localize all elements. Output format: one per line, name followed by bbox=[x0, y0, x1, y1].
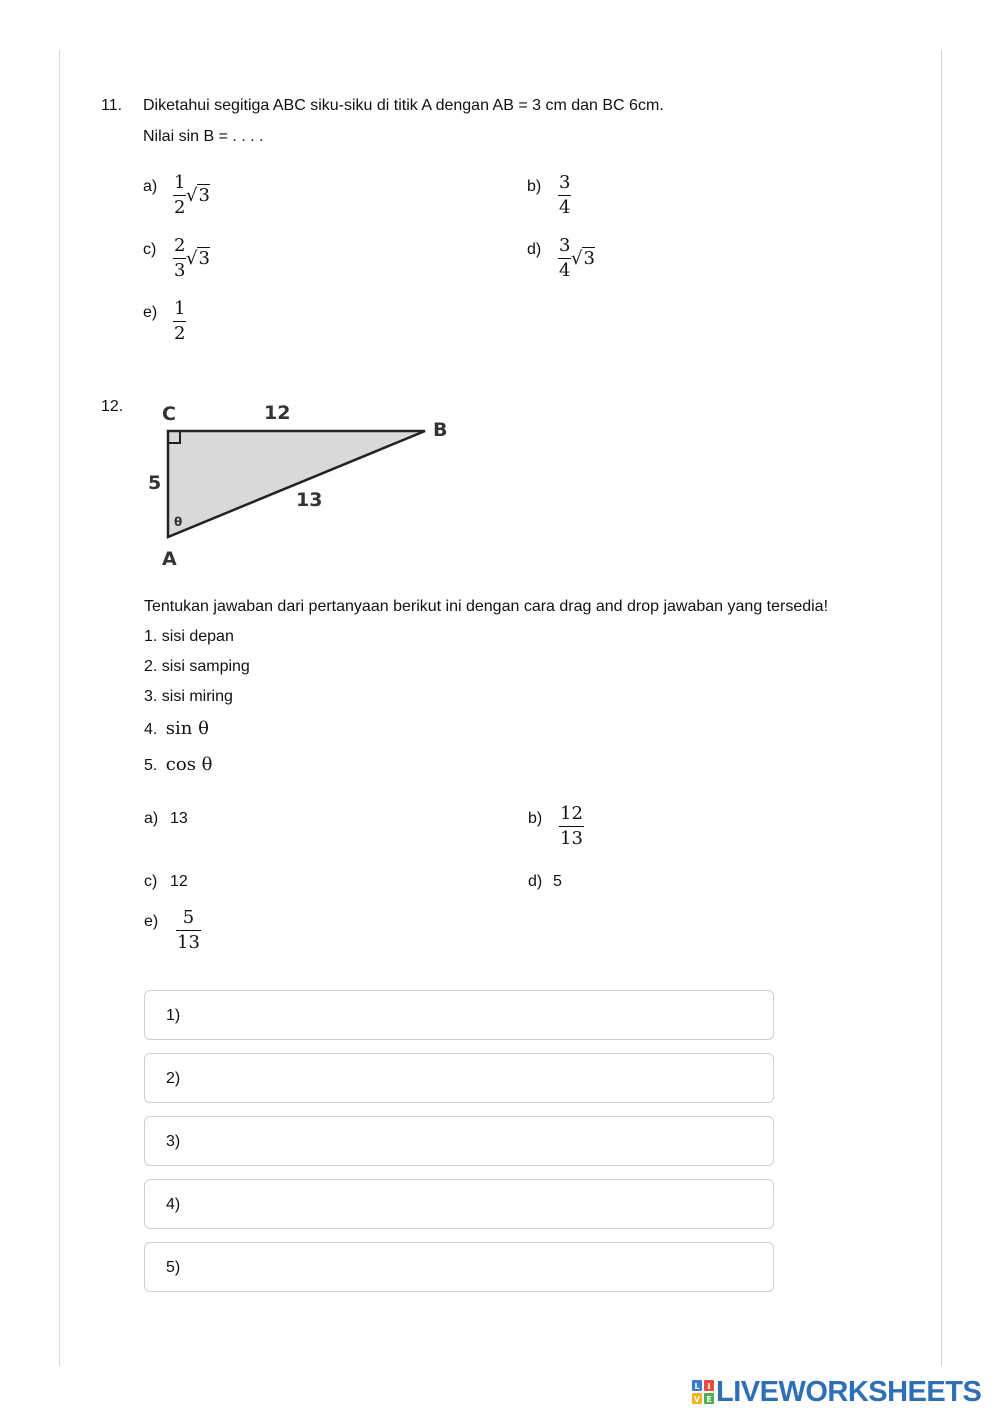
list-item bbox=[144, 754, 213, 775]
option-value: 13 bbox=[170, 810, 188, 827]
numerator: 2 bbox=[174, 235, 186, 256]
option-label: a) bbox=[143, 178, 158, 195]
denominator: 2 bbox=[174, 197, 186, 218]
square-root: √3 bbox=[186, 248, 210, 269]
option-label: c) bbox=[143, 241, 157, 258]
fraction bbox=[173, 300, 186, 343]
option-label: d) bbox=[527, 241, 542, 258]
list-item-math: cos θ bbox=[165, 754, 213, 775]
drop-zone-5[interactable] bbox=[144, 1242, 774, 1292]
radicand: 3 bbox=[198, 248, 210, 269]
triangle-shape bbox=[168, 431, 425, 537]
drop-zone-label: 4) bbox=[166, 1196, 181, 1213]
instruction-text: Tentukan jawaban dari pertanyaan berikut ini dengan cara drag and drop jawaban yang tersedia! bbox=[144, 598, 829, 615]
list-item-number: 4. bbox=[144, 721, 158, 738]
logo-icon bbox=[692, 1380, 714, 1404]
radicand: 3 bbox=[583, 248, 595, 269]
right-triangle-diagram bbox=[140, 395, 460, 575]
drop-zone-3[interactable] bbox=[144, 1116, 774, 1166]
left-margin-line bbox=[59, 50, 60, 1366]
option-label: c) bbox=[144, 873, 158, 890]
denominator: 13 bbox=[177, 932, 200, 953]
list-item-number: 5. bbox=[144, 757, 158, 774]
option-label: a) bbox=[144, 810, 159, 827]
vertex-b-label: B bbox=[433, 419, 448, 441]
question-text: Diketahui segitiga ABC siku-siku di titik A dengan AB = 3 cm dan BC 6cm. bbox=[143, 97, 664, 114]
logo-letter: I bbox=[707, 1382, 711, 1391]
question-number: 11. bbox=[101, 97, 123, 114]
fraction bbox=[559, 805, 584, 848]
denominator: 4 bbox=[559, 197, 571, 218]
numerator: 3 bbox=[559, 235, 571, 256]
denominator: 13 bbox=[560, 828, 583, 849]
option-label: b) bbox=[528, 810, 543, 827]
vertex-c-label: C bbox=[162, 403, 176, 425]
angle-theta-label: θ bbox=[174, 515, 183, 529]
numerator: 3 bbox=[559, 172, 571, 193]
drop-zone-4[interactable] bbox=[144, 1179, 774, 1229]
list-item-math: sin θ bbox=[165, 718, 209, 739]
numerator: 1 bbox=[174, 298, 186, 319]
option-label: b) bbox=[527, 178, 542, 195]
fraction bbox=[558, 174, 571, 217]
vertex-a-label: A bbox=[162, 548, 177, 570]
list-item: 1. sisi depan bbox=[144, 628, 234, 645]
option-value: 5 bbox=[553, 873, 562, 890]
radicand: 3 bbox=[198, 185, 210, 206]
option-label: d) bbox=[528, 873, 543, 890]
drop-zone-2[interactable] bbox=[144, 1053, 774, 1103]
fraction bbox=[558, 237, 571, 280]
list-item bbox=[144, 718, 209, 739]
option-value: 12 bbox=[170, 873, 188, 890]
drop-zone-label: 2) bbox=[166, 1070, 181, 1087]
logo-letter: L bbox=[694, 1382, 700, 1391]
numerator: 1 bbox=[174, 172, 186, 193]
fraction bbox=[176, 909, 201, 952]
option-label: e) bbox=[143, 304, 158, 321]
denominator: 4 bbox=[559, 260, 571, 281]
question-prompt: Nilai sin B = . . . . bbox=[143, 128, 264, 145]
denominator: 3 bbox=[174, 260, 186, 281]
numerator: 5 bbox=[182, 907, 195, 928]
drop-zone-label: 5) bbox=[166, 1259, 181, 1276]
denominator: 2 bbox=[174, 323, 186, 344]
question-number: 12. bbox=[101, 398, 124, 415]
drop-zone-1[interactable] bbox=[144, 990, 774, 1040]
side-ab-label: 13 bbox=[296, 489, 323, 511]
square-root: √3 bbox=[186, 185, 210, 206]
fraction bbox=[173, 237, 186, 280]
numerator: 12 bbox=[560, 803, 583, 824]
drop-zone-label: 3) bbox=[166, 1133, 181, 1150]
side-cb-label: 12 bbox=[264, 402, 291, 424]
square-root: √3 bbox=[571, 248, 595, 269]
list-item: 2. sisi samping bbox=[144, 658, 250, 675]
drop-zone-label: 1) bbox=[166, 1007, 181, 1024]
logo-letter: E bbox=[706, 1395, 712, 1404]
logo-wordmark: LIVEWORKSHEETS bbox=[716, 1376, 982, 1408]
fraction bbox=[173, 174, 186, 217]
right-margin-line bbox=[941, 50, 942, 1366]
option-label: e) bbox=[144, 913, 159, 930]
list-item: 3. sisi miring bbox=[144, 688, 233, 705]
logo-letter: V bbox=[693, 1395, 701, 1404]
side-ca-label: 5 bbox=[148, 472, 162, 494]
